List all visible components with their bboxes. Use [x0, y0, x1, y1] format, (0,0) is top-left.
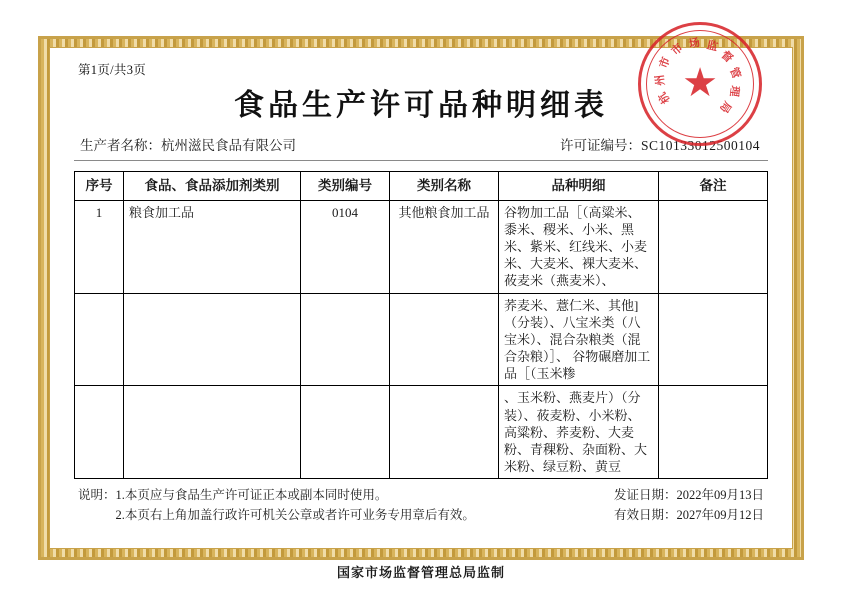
- producer-label: 生产者名称：: [80, 138, 161, 153]
- document-content: [50, 48, 792, 548]
- column-header-remark: 备注: [659, 172, 768, 201]
- cell-code: 0104: [301, 200, 390, 293]
- page-title: 食品生产许可品种明细表: [234, 89, 608, 122]
- valid-date-row: [614, 505, 764, 525]
- inner-border: [49, 47, 793, 549]
- table-row: [75, 200, 768, 293]
- cell-name: [390, 293, 499, 386]
- issue-date-row: [614, 485, 764, 505]
- cell-code: [301, 293, 390, 386]
- cell-seq: [75, 386, 124, 479]
- variety-detail-table: [74, 171, 768, 479]
- ornamental-border: [38, 36, 804, 560]
- column-header-code: 类别编号: [301, 172, 390, 201]
- notes-line-1: [78, 485, 475, 505]
- document-footer: 国家市场监督管理总局监制: [336, 565, 505, 580]
- certificate-number: SC10133012500104: [640, 138, 760, 153]
- producer-name: 杭州滋民食品有限公司: [161, 138, 296, 153]
- notes-text-2: 2.本页右上角加盖行政许可机关公章或者许可业务专用章后有效。: [115, 508, 475, 523]
- cell-remark: [659, 293, 768, 386]
- cell-remark: [659, 200, 768, 293]
- cell-remark: [659, 386, 768, 479]
- cell-detail: 谷物加工品［（高粱米、黍米、稷米、小米、黑米、紫米、红线米、小麦米、大麦米、裸大麦米、莜麦米（燕麦米）、: [499, 200, 659, 293]
- table-row: [75, 293, 768, 386]
- notes-text-1: 1.本页应与食品生产许可证正本或副本同时使用。: [115, 488, 388, 503]
- notes-label: 说明：: [78, 488, 116, 503]
- notes-left: [78, 485, 475, 525]
- cell-name: [390, 386, 499, 479]
- column-header-category: 食品、食品添加剂类别: [124, 172, 301, 201]
- issue-date-value: 2022年09月13日: [676, 488, 764, 503]
- table-header-row: [75, 172, 768, 201]
- certificate-info: [560, 134, 760, 154]
- meta-row: [74, 134, 768, 161]
- cell-category: 粮食加工品: [124, 200, 301, 293]
- cell-category: [124, 293, 301, 386]
- seal-text: 杭 州 市 市 场 监 督 管 理 局: [653, 36, 743, 115]
- certificate-label: 许可证编号：: [559, 138, 641, 153]
- cell-seq: 1: [75, 200, 124, 293]
- cell-detail: 荞麦米、薏仁米、其他]（分装）、八宝米类（八宝米）、混合杂粮类（混合杂粮）］、 谷物碾磨加工品［（玉米糁: [499, 293, 659, 386]
- cell-code: [301, 386, 390, 479]
- column-header-detail: 品种明细: [499, 172, 659, 201]
- seal-star-icon: ★: [682, 60, 718, 106]
- valid-date-value: 2027年09月12日: [676, 508, 764, 523]
- dates-block: [614, 485, 764, 525]
- notes-line-2: [78, 505, 475, 525]
- cell-category: [124, 386, 301, 479]
- column-header-seq: 序号: [75, 172, 124, 201]
- notes-section: [74, 485, 768, 525]
- issue-date-label: 发证日期：: [613, 488, 677, 503]
- cell-detail: 、玉米粉、燕麦片）（分装）、莜麦粉、小米粉、高粱粉、荞麦粉、大麦粉、青稞粉、杂面粉、大米粉、绿豆粉、黄豆: [499, 386, 659, 479]
- column-header-name: 类别名称: [390, 172, 499, 201]
- cell-seq: [75, 293, 124, 386]
- cell-name: 其他粮食加工品: [390, 200, 499, 293]
- valid-date-label: 有效日期：: [613, 508, 677, 523]
- producer-info: [80, 134, 296, 154]
- page-indicator: 第1页/共3页: [78, 63, 147, 77]
- table-row: [75, 386, 768, 479]
